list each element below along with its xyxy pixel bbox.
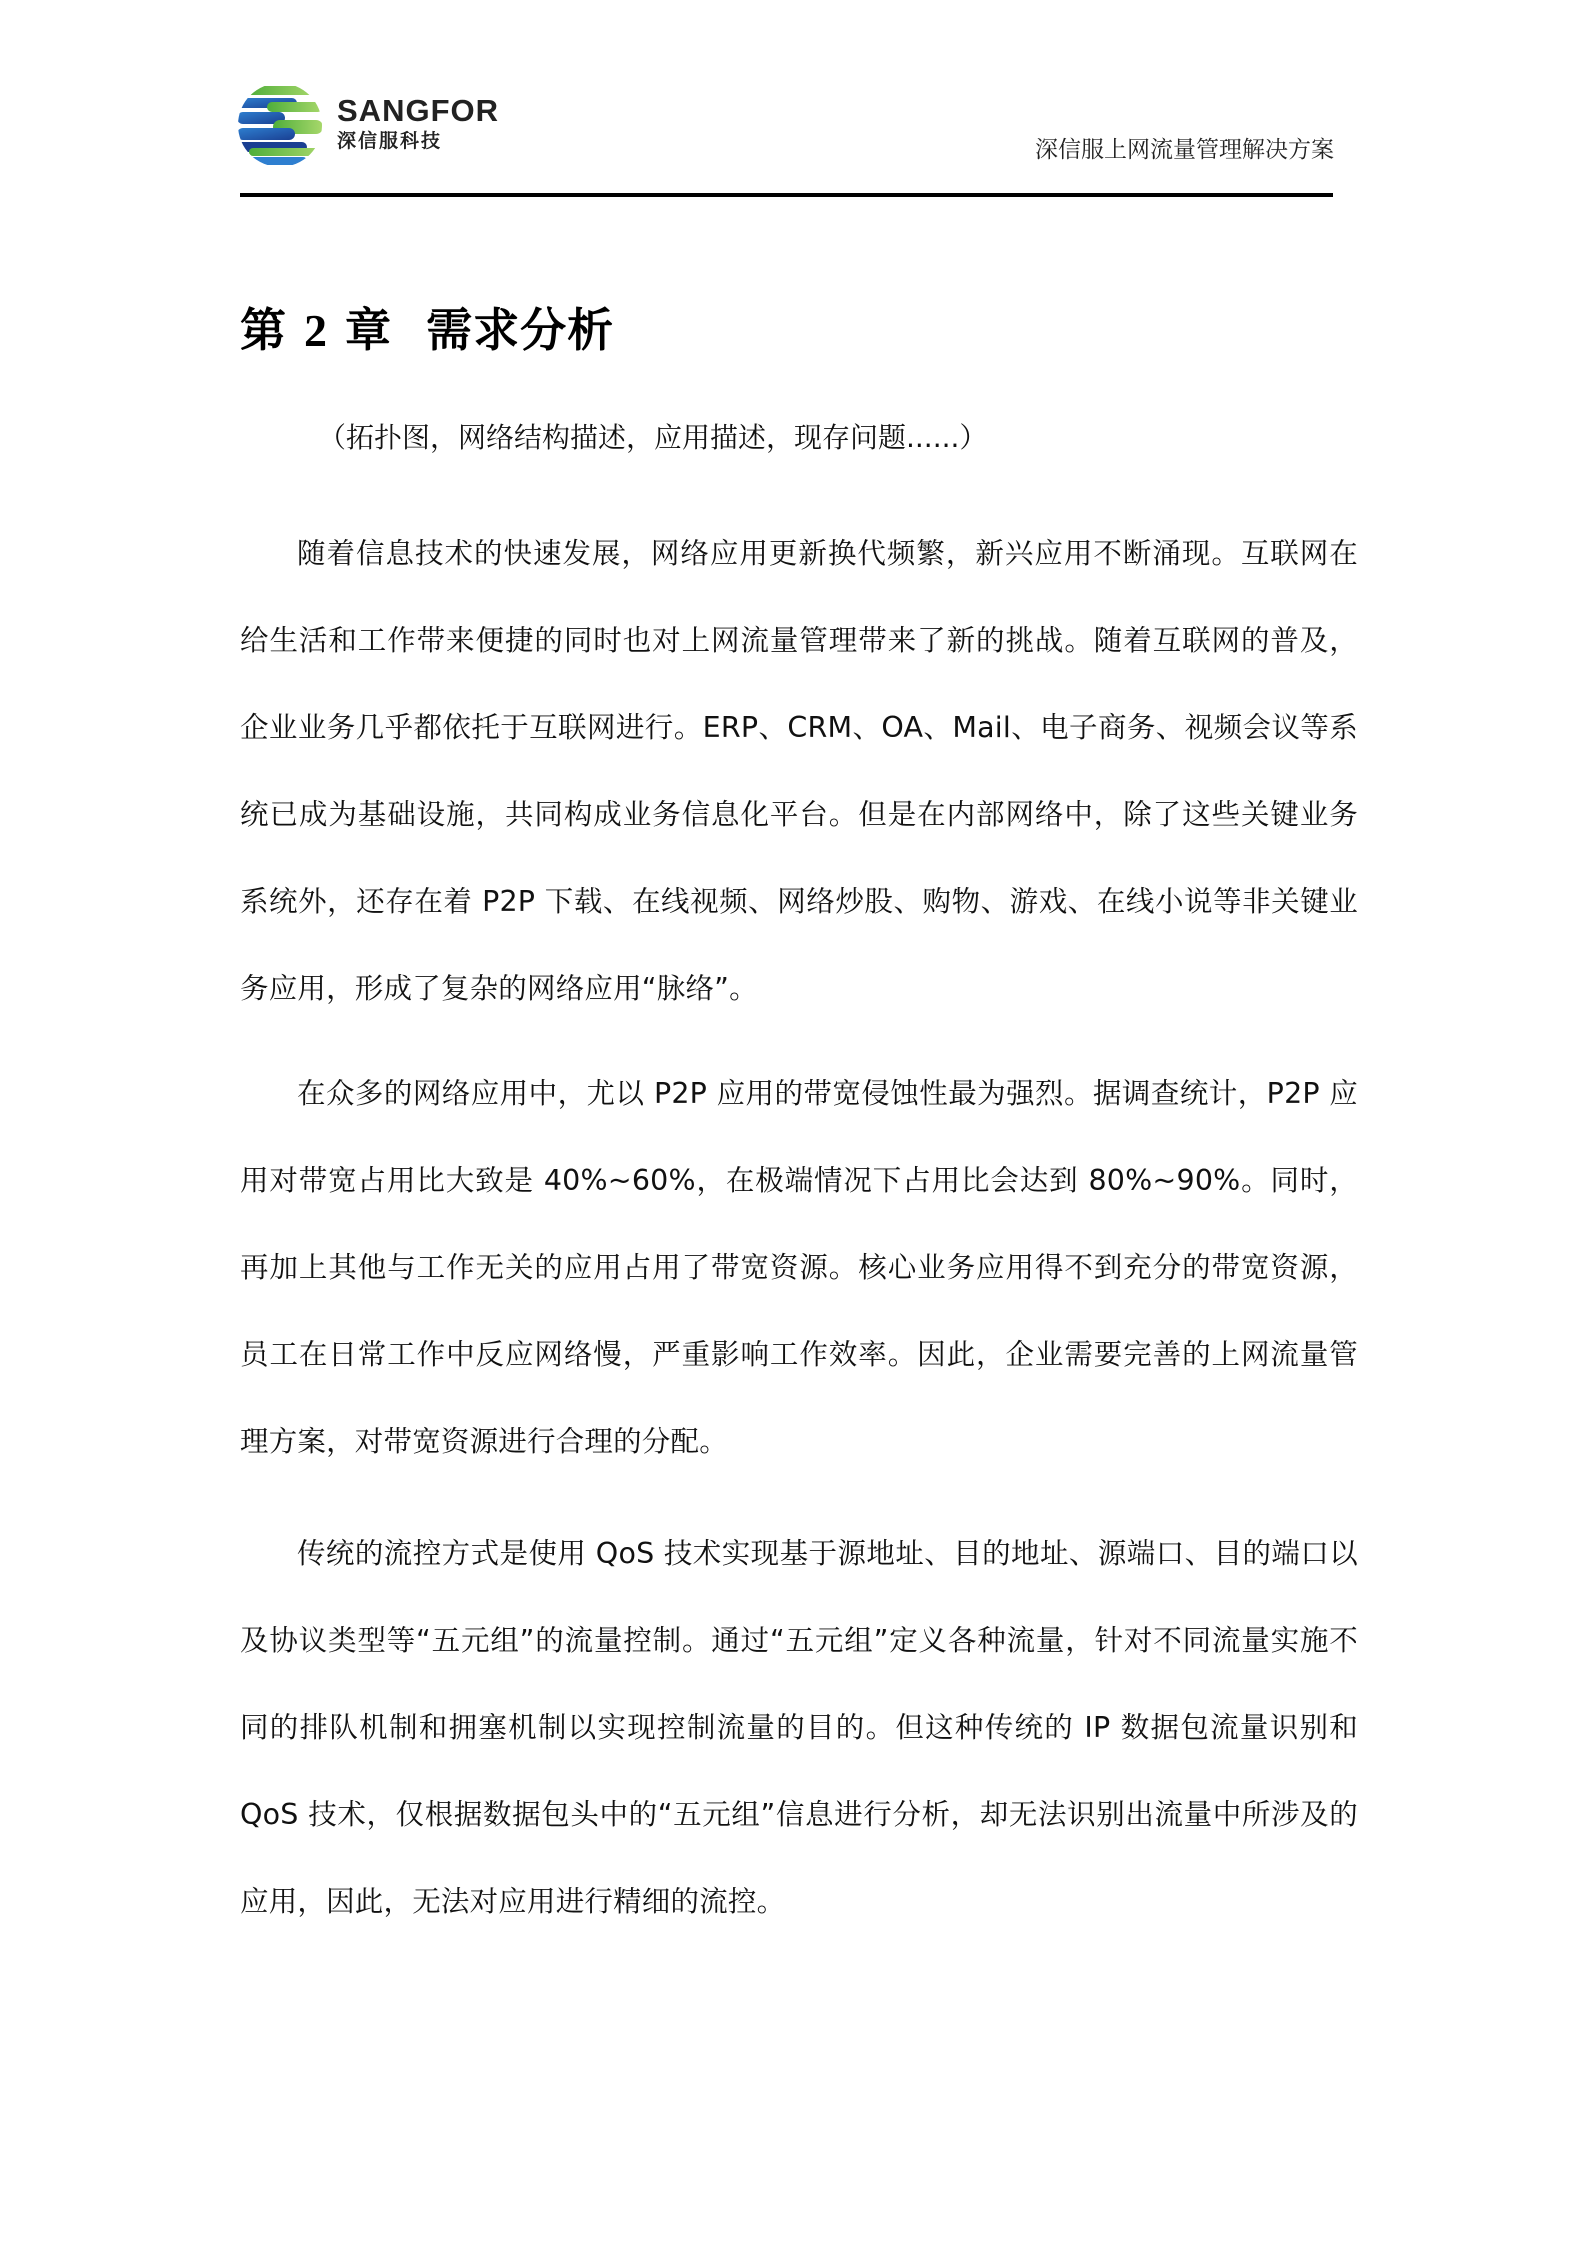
- chapter-heading: [240, 300, 614, 361]
- paragraph: 传统的流控方式是使用 QoS 技术实现基于源地址、目的地址、源端口、目的端口以及协议类型等“五元组”的流量控制。通过“五元组”定义各种流量，针对不同流量实施不同的排队机制和拥塞机制以实现控制流量的目的。但这种传统的 IP 数据包流量识别和 QoS 技术，仅根据数据包头中的“五元组”信息进行分析，却无法识别出流量中所涉及的应用，因此，无法对应用进行精细的流控。: [240, 1537, 1358, 1918]
- header-divider: [240, 193, 1333, 197]
- paragraph: 在众多的网络应用中，尤以 P2P 应用的带宽侵蚀性最为强烈。据调查统计，P2P 应用对带宽占用比大致是 40%~60%，在极端情况下占用比会达到 80%~90%。同时，再加上其他与工作无关的应用占用了带宽资源。核心业务应用得不到充分的带宽资源，员工在日常工作中反应网络慢，严重影响工作效率。因此，企业需要完善的上网流量管理方案，对带宽资源进行合理的分配。: [240, 1077, 1358, 1458]
- brand-name-cn: 深信服科技: [337, 130, 443, 152]
- placeholder-note: （拓扑图，网络结构描述，应用描述，现存问题......）: [318, 421, 988, 454]
- brand-name: [337, 95, 499, 153]
- sangfor-logo-icon: [237, 82, 323, 168]
- chapter-title: 需求分析: [426, 303, 615, 357]
- chapter-suffix: 章: [345, 303, 393, 357]
- chapter-prefix: 第: [240, 303, 287, 357]
- brand-name-en: SANGFOR: [337, 93, 499, 128]
- chapter-number: 2: [304, 305, 329, 356]
- document-title: 深信服上网流量管理解决方案: [1035, 137, 1334, 163]
- paragraph: 随着信息技术的快速发展，网络应用更新换代频繁，新兴应用不断涌现。互联网在给生活和工作带来便捷的同时也对上网流量管理带来了新的挑战。随着互联网的普及，企业业务几乎都依托于互联网进行。ERP、CRM、OA、Mail、电子商务、视频会议等系统已成为基础设施，共同构成业务信息化平台。但是在内部网络中，除了这些关键业务系统外，还存在着 P2P 下载、在线视频、网络炒股、购物、游戏、在线小说等非关键业务应用，形成了复杂的网络应用“脉络”。: [240, 537, 1358, 1005]
